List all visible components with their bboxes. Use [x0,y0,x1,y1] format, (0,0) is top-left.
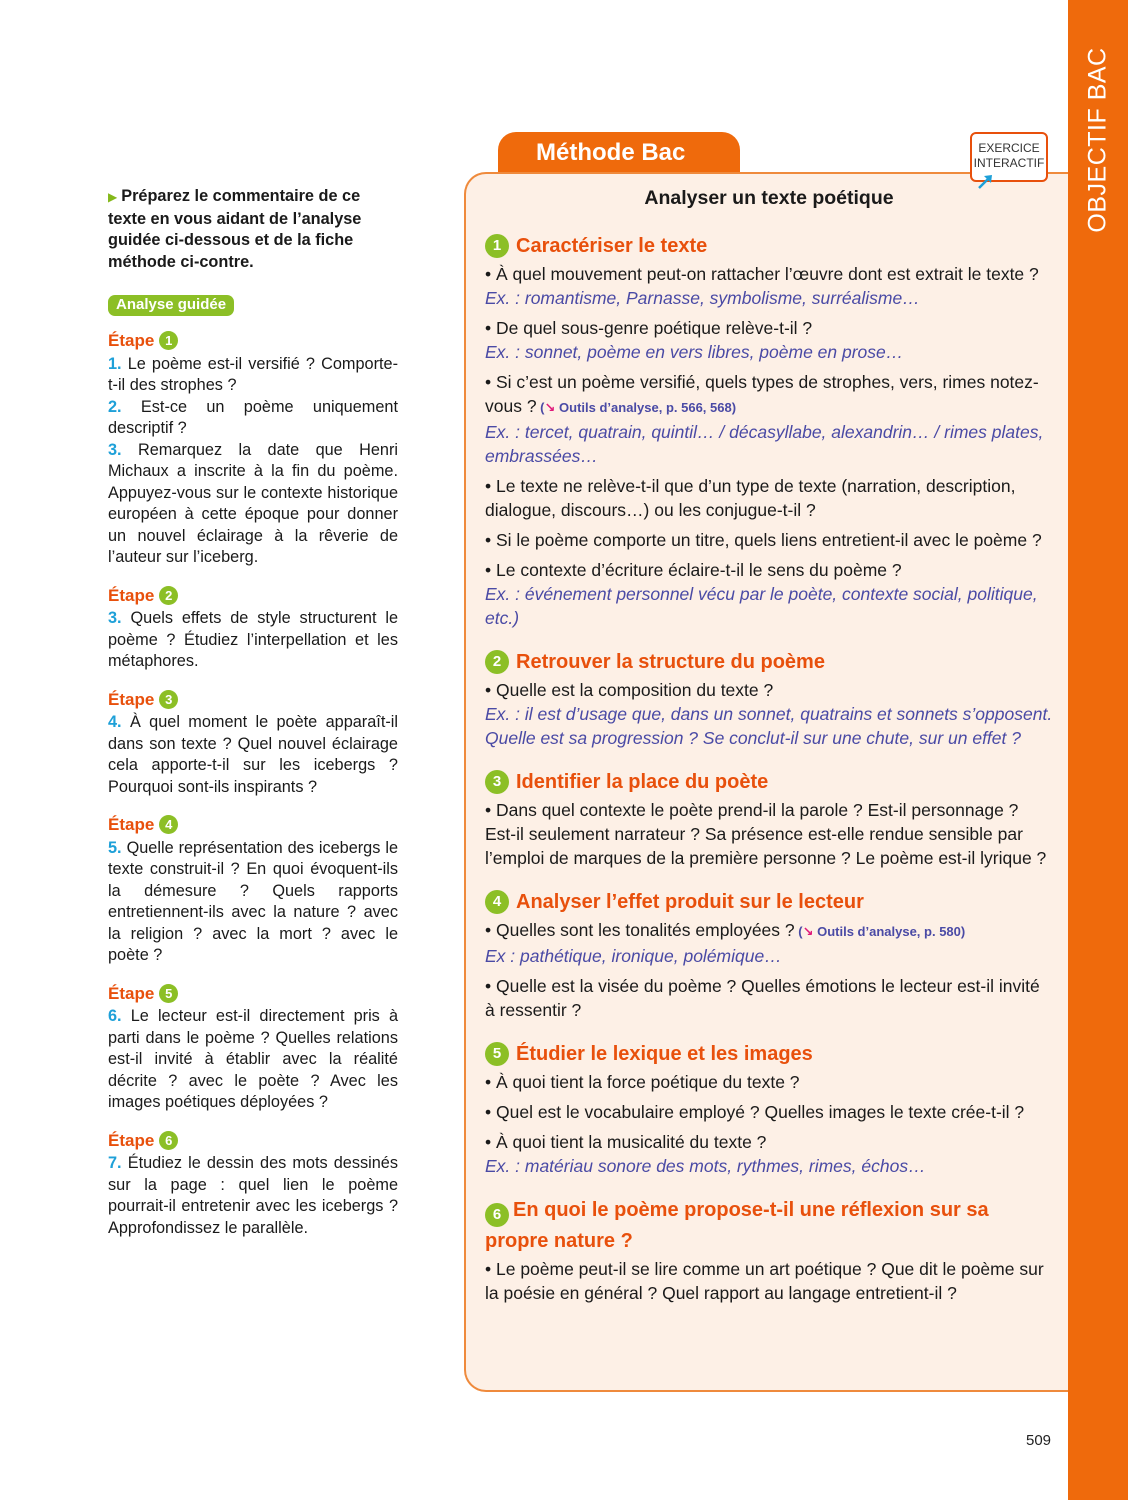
question [108,440,398,569]
bullet-question [485,558,1053,582]
bullet-question [485,678,1053,702]
etape-block [108,689,398,799]
side-label: OBJECTIF BAC [1083,47,1112,233]
method-section [485,1196,1053,1305]
example-text: Ex : pathétique, ironique, polémique… [485,946,782,966]
question-text: Le lecteur est-il directement pris à parti dans le poème ? Quelles relations est-il invité à établir avec la réalité décrite ? avec le poète ? Avec les images poétiques déployées ? [108,1007,398,1111]
section-title-text: Retrouver la structure du poème [516,651,825,673]
bullet-question-text: • À quoi tient la musicalité du texte ? [485,1132,767,1152]
etape-number: 6 [159,1131,178,1150]
bullet-item [485,528,1053,552]
etape-label: Étape [108,689,155,709]
etapes-list [108,330,398,1239]
bullet-item [485,370,1053,468]
bullet-question [485,474,1053,522]
section-title [485,232,1053,260]
bullet-question-text: • Quelle est la visée du poème ? Quelles émotions le lecteur est-il invité à ressentir ? [485,976,1040,1020]
etape-title [108,814,398,836]
bullet-question [485,798,1053,870]
bullet-item [485,1130,1053,1178]
bullet-question-text: • Le poème peut-il se lire comme un art poétique ? Que dit le poème sur la poésie en général ? Quel rapport au langage entretient-il ? [485,1259,1044,1303]
etape-title [108,585,398,607]
bullet-question-text: • Quelles sont les tonalités employées ? [485,920,795,940]
bullet-item [485,1100,1053,1124]
bullet-item [485,558,1053,630]
method-section [485,232,1053,630]
method-sections [485,232,1053,1305]
question-number: 1. [108,354,122,373]
bullet-question [485,1257,1053,1305]
etape-block [108,983,398,1114]
bullet-question-text: • À quoi tient la force poétique du texte ? [485,1072,800,1092]
question-number: 5. [108,838,122,857]
intro-text: ▶ Préparez le commentaire de ce texte en vous aidant de l’analyse guidée ci-dessous et de la fiche méthode ci-contre. [108,187,362,271]
question [108,1153,398,1239]
question-text: Est-ce un poème uniquement descriptif ? [108,397,398,437]
question [108,354,398,397]
bullet-question-text: • Dans quel contexte le poète prend-il la parole ? Est-il personnage ? Est-il seulement narrateur ? Sa présence est-elle rendue sensible par l’emploi de marques de la première personne ? Le poème est-il lyrique ? [485,800,1047,868]
question [108,397,398,440]
etape-label: Étape [108,585,155,605]
bullet-item [485,1070,1053,1094]
etape-block [108,814,398,967]
section-number: 4 [485,890,509,914]
method-section [485,768,1053,870]
reference-text: Outils d’analyse, p. 580 [817,924,961,939]
etape-number: 2 [159,586,178,605]
etape-label: Étape [108,983,155,1003]
section-title-text: Analyser l’effet produit sur le lecteur [516,891,864,913]
etape-number: 3 [159,690,178,709]
etape-number: 5 [159,984,178,1003]
bullet-question-text: • Si le poème comporte un titre, quels liens entretient-il avec le poème ? [485,530,1042,550]
page-number: 509 [1026,1432,1052,1449]
question-text: À quel moment le poète apparaît-il dans son texte ? Quel nouvel éclairage cela apporte-t-il sur les icebergs ? Pourquoi sont-ils inspirants ? [108,713,398,796]
question-number: 3. [108,609,122,627]
bullet-question [485,918,1053,944]
etape-block [108,330,398,569]
question-number: 7. [108,1154,122,1172]
analyse-guidee-badge: Analyse guidée [108,295,234,316]
etape-label: Étape [108,815,155,834]
arrow-icon: ↘ [544,400,560,415]
method-section [485,648,1053,750]
question-text: Étudiez le dessin des mots dessinés sur la page : quel lien le poème pourrait-il entretenir avec les icebergs ? Approfondissez le parallèle. [108,1154,399,1237]
etape-title [108,983,398,1005]
example-text: Ex. : tercet, quatrain, quintil… / décasyllabe, alexandrin… / rimes plates, embrassées… [485,422,1044,466]
bullet-item [485,1257,1053,1305]
section-title [485,768,1053,796]
bullet-question [485,974,1053,1022]
section-number: 2 [485,650,509,674]
section-number: 3 [485,770,509,794]
question-text: Remarquez la date que Henri Michaux a inscrite à la fin du poème. Appuyez-vous sur le contexte historique européen à cette époque pour donner un nouvel éclairage à la rêverie de l’auteur sur l’iceberg. [108,440,399,566]
bullet-item [485,316,1053,364]
method-content [485,186,1053,1323]
question-text: Quelle représentation des icebergs le texte construit-il ? En quoi évoquent-ils la démesure ? Quels rapports entretiennent-ils avec la nature ? avec la religion ? avec la mort ? avec le poète ? [108,838,398,964]
bullet-question [485,1100,1053,1124]
reference-text: Outils d’analyse, p. 566, 568 [559,400,732,415]
bullet-question [485,528,1053,552]
example-text: Ex. : matériau sonore des mots, rythmes, rimes, échos… [485,1156,926,1176]
section-title [485,648,1053,676]
section-number: 6 [485,1203,509,1227]
bullet-question-text: • Quelle est la composition du texte ? [485,680,774,700]
example-text: Ex. : il est d’usage que, dans un sonnet, quatrains et sonnets s’opposent. Quelle est sa progression ? Se conclut-il sur une chute, sur un effet ? [485,704,1053,748]
question-number: 6. [108,1007,122,1025]
bullet-question [485,262,1053,286]
etape-title [108,1130,398,1152]
bullet-question [485,1130,1053,1154]
bullet-question [485,316,1053,340]
bullet-item [485,918,1053,968]
example-text: Ex. : sonnet, poème en vers libres, poème en prose… [485,342,904,362]
question [108,838,398,967]
etape-block [108,1130,398,1240]
bullet-question-text: • Quel est le vocabulaire employé ? Quelles images le texte crée-t-il ? [485,1102,1025,1122]
bullet-item [485,262,1053,310]
bullet-question-text: • De quel sous-genre poétique relève-t-il ? [485,318,813,338]
question-number: 3. [108,440,122,459]
bullet-item [485,474,1053,522]
section-title-text: En quoi le poème propose-t-il une réflexion sur sa propre nature ? [485,1199,989,1252]
bullet-question-text: • À quel mouvement peut-on rattacher l’œuvre dont est extrait le texte ? [485,264,1039,284]
question-number: 2. [108,397,122,416]
bullet-question [485,1070,1053,1094]
etape-number: 4 [159,815,178,834]
left-column [108,186,398,1239]
section-number: 5 [485,1042,509,1066]
exercice-interactif-button[interactable]: EXERCICE INTERACTIF [970,132,1048,182]
section-title [485,1040,1053,1068]
bullet-question-text: • Si c’est un poème versifié, quels types de strophes, vers, rimes notez-vous ? [485,372,1039,416]
bullet-question-text: • Le texte ne relève-t-il que d’un type de texte (narration, description, dialogue, discours…) ou les conjugue-t-il ? [485,476,1016,520]
etape-title [108,689,398,711]
example-text: Ex. : romantisme, Parnasse, symbolisme, surréalisme… [485,288,920,308]
arrow-icon: ↘ [802,924,818,939]
question-text: Le poème est-il versifié ? Comporte-t-il des strophes ? [108,354,398,394]
bullet-item [485,798,1053,870]
section-title-text: Étudier le lexique et les images [516,1043,813,1065]
method-section [485,888,1053,1022]
method-title: Analyser un texte poétique [644,187,894,209]
etape-block [108,585,398,673]
question-number: 4. [108,713,122,731]
section-number: 1 [485,234,509,258]
question [108,712,398,798]
example-text: Ex. : événement personnel vécu par le poète, contexte social, politique, etc.) [485,584,1038,628]
etape-label: Étape [108,1130,155,1150]
question-text: Quels effets de style structurent le poème ? Étudiez l’interpellation et les métaphores. [108,609,398,670]
bullet-question [485,370,1053,420]
section-title-text: Caractériser le texte [516,235,708,257]
section-title [485,888,1053,916]
section-title [485,1196,1053,1255]
question [108,1006,398,1114]
methode-bac-tab: Méthode Bac [498,132,740,172]
section-title-text: Identifier la place du poète [516,771,769,793]
question [108,608,398,673]
method-section [485,1040,1053,1178]
bullet-item [485,678,1053,750]
bullet-question-text: • Le contexte d’écriture éclaire-t-il le sens du poème ? [485,560,902,580]
reference-link[interactable]: (↘ Outils d’analyse, p. 580) [794,924,966,939]
etape-number: 1 [159,331,178,350]
bullet-item [485,974,1053,1022]
reference-link[interactable]: (↘ Outils d’analyse, p. 566, 568) [536,400,737,415]
triangle-icon: ▶ [108,190,118,204]
etape-title [108,330,398,352]
etape-label: Étape [108,331,155,350]
